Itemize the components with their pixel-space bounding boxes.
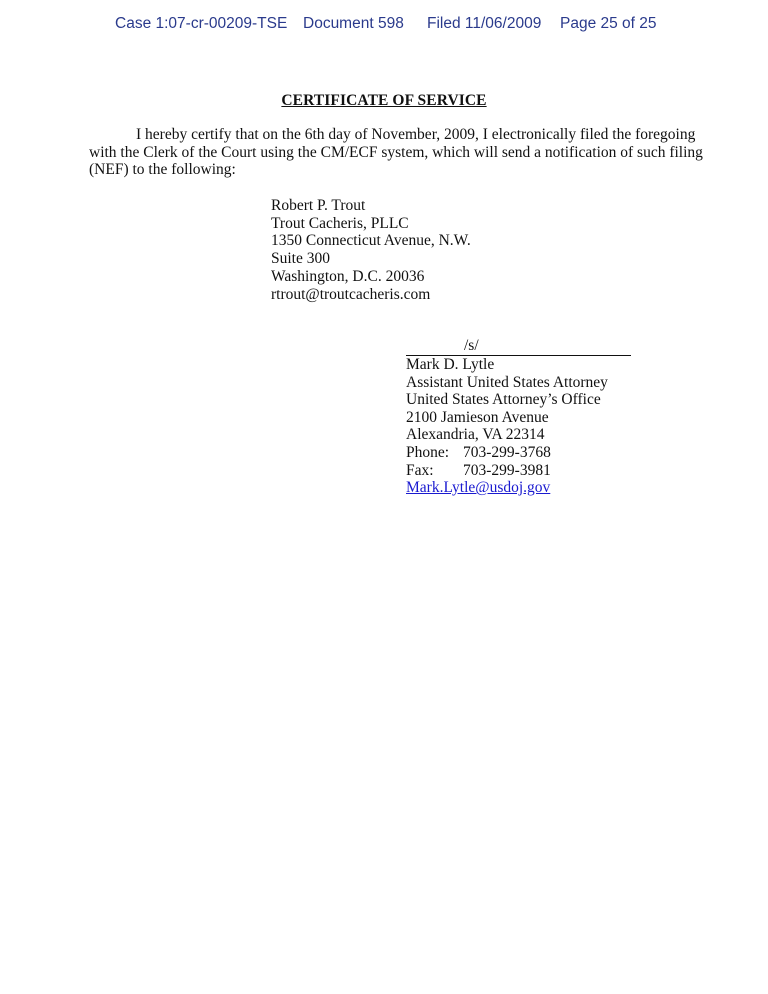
paragraph-line: I hereby certify that on the 6th day of November, 2009, I electronically filed the foregoing — [136, 126, 696, 143]
addressee-block — [271, 197, 471, 303]
certificate-paragraph — [89, 126, 703, 179]
filed-date: Filed 11/06/2009 — [427, 15, 542, 32]
document-title: CERTIFICATE OF SERVICE — [281, 92, 487, 109]
paragraph-line: with the Clerk of the Court using the CM/ECF system, which will send a notification of such filing — [89, 143, 703, 161]
signer-title: Assistant United States Attorney — [406, 373, 608, 391]
addressee-name: Robert P. Trout — [271, 197, 366, 214]
signer-email-link[interactable]: Mark.Lytle@usdoj.gov — [406, 479, 551, 497]
signer-name: Mark D. Lytle — [406, 356, 495, 373]
fax-row — [406, 462, 631, 480]
page-number: Page 25 of 25 — [560, 15, 657, 32]
addressee-firm: Trout Cacheris, PLLC — [271, 214, 409, 232]
phone-number: 703-299-3768 — [463, 443, 551, 461]
addressee-suite: Suite 300 — [271, 250, 330, 268]
signer-street: 2100 Jamieson Avenue — [406, 408, 549, 426]
fax-number: 703-299-3981 — [463, 461, 551, 479]
electronic-signature-mark: /s/ — [464, 337, 479, 354]
phone-row — [406, 444, 631, 462]
email-row — [406, 479, 631, 497]
case-number: Case 1:07-cr-00209-TSE — [115, 15, 288, 32]
addressee-email: rtrout@troutcacheris.com — [271, 285, 431, 303]
addressee-city: Washington, D.C. 20036 — [271, 267, 425, 285]
signature-line — [406, 337, 631, 356]
paragraph-line: (NEF) to the following: — [89, 161, 236, 178]
addressee-street: 1350 Connecticut Avenue, N.W. — [271, 232, 471, 250]
signer-office: United States Attorney’s Office — [406, 391, 601, 409]
signer-city: Alexandria, VA 22314 — [406, 426, 545, 444]
document-number: Document 598 — [303, 15, 404, 32]
phone-label: Phone: — [406, 443, 450, 461]
signature-block — [406, 337, 631, 497]
fax-label: Fax: — [406, 461, 434, 479]
